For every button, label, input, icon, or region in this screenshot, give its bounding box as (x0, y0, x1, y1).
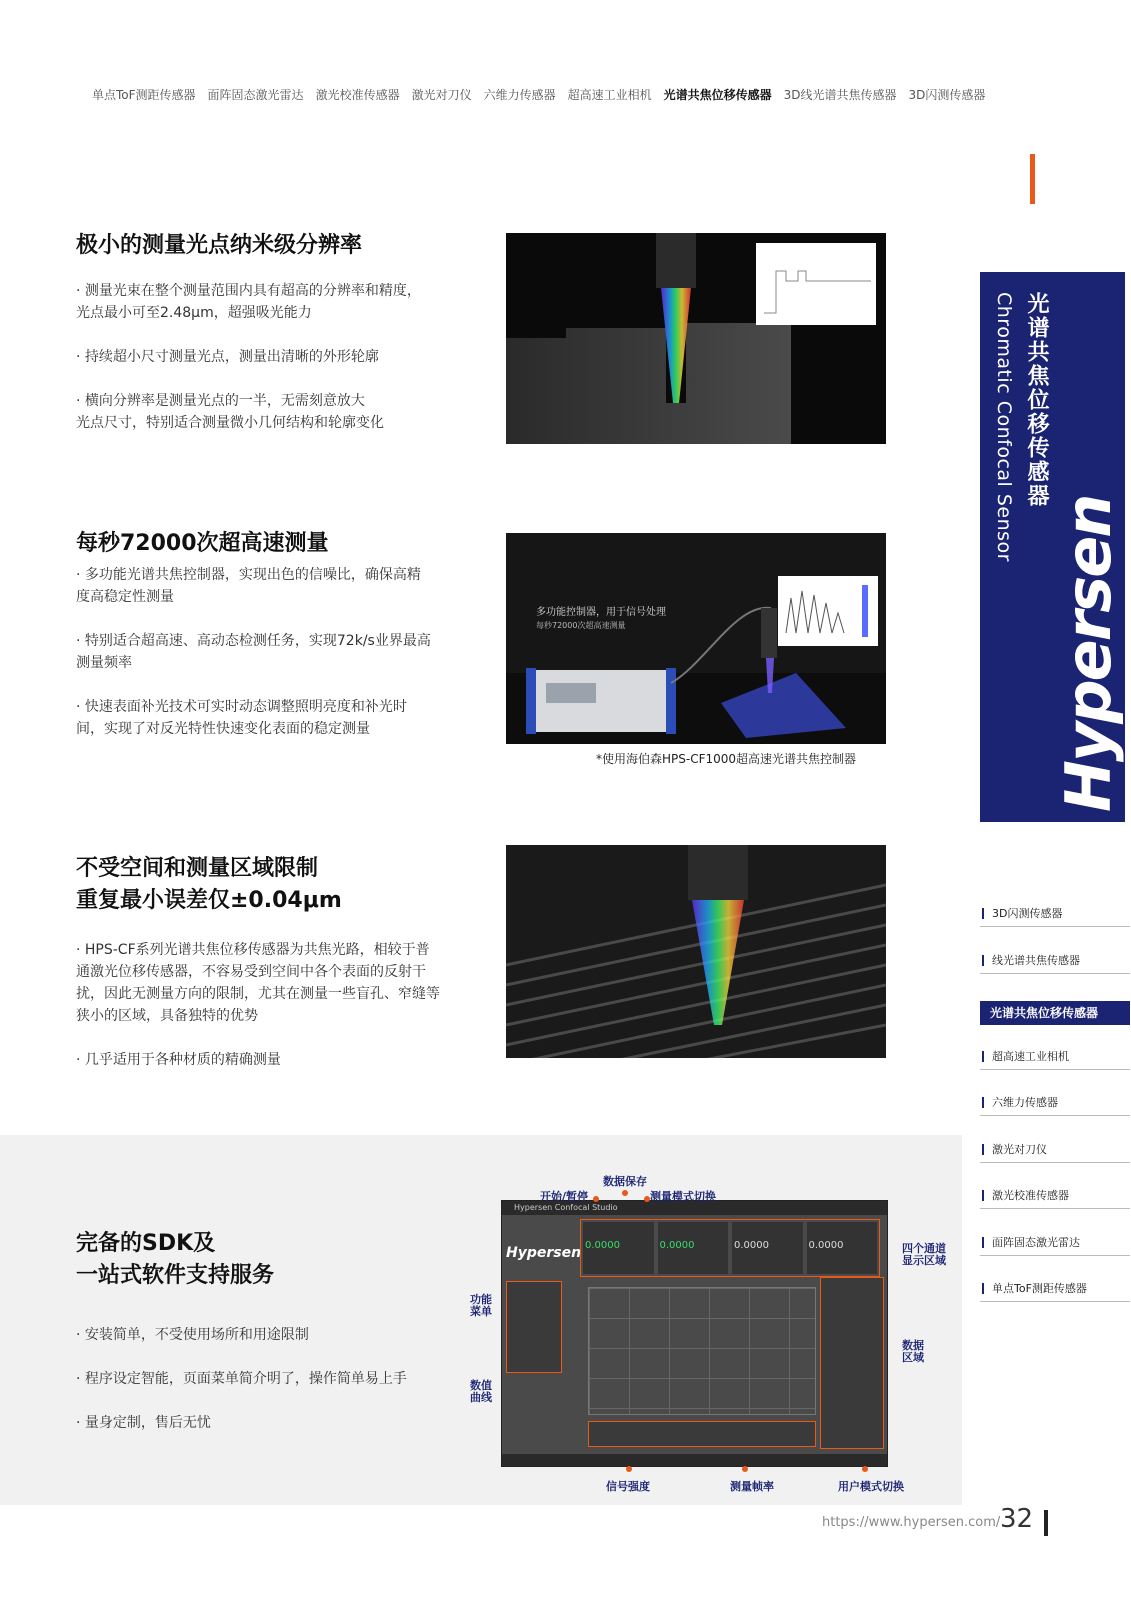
channel-readout: 0.0000 (807, 1222, 878, 1274)
nav-item[interactable]: 面阵固态激光雷达 (207, 88, 304, 102)
signal-strength-area (588, 1421, 816, 1447)
channel-readout: 0.0000 (583, 1222, 654, 1274)
channel-readout: 0.0000 (658, 1222, 729, 1274)
section-title: 极小的测量光点纳米级分辨率 (76, 233, 363, 258)
side-item[interactable]: 线光谱共焦传感器 (980, 952, 1130, 974)
value-curve-area (588, 1287, 816, 1415)
page-bar (1044, 1510, 1048, 1536)
side-item[interactable]: 超高速工业相机 (980, 1048, 1130, 1070)
nav-item[interactable]: 六维力传感器 (483, 88, 556, 102)
software-screenshot (501, 1200, 888, 1467)
label-signal: 信号强度 (606, 1480, 650, 1493)
app-logo: Hypersen (506, 1245, 582, 1261)
section-resolution: 极小的测量光点纳米级分辨率 · 测量光束在整个测量范围内具有超高的分辨率和精度， 光点最小可至2.48μm，超强吸光能力 · 持续超小尺寸测量光点，测量出清晰的外形轮廓 · 横向分辨率是测量光点的一半，无需刻意放大 光点尺寸，特别适合测量微小几何结构和轮廓变化 (76, 230, 476, 434)
nav-item[interactable]: 单点ToF测距传感器 (92, 88, 196, 102)
label-user-mode: 用户模式切换 (838, 1480, 904, 1493)
page-number: 32 (1000, 1504, 1034, 1534)
callout-dot (622, 1190, 628, 1196)
label-data-area: 数据区域 (902, 1339, 924, 1364)
controller-image (506, 533, 886, 744)
side-item[interactable]: 3D闪测传感器 (980, 905, 1130, 927)
section-title: 完备的SDK及 (76, 1231, 216, 1256)
section-title: 不受空间和测量区域限制 (76, 856, 319, 881)
callout-dot (626, 1466, 632, 1472)
probe-profile-image (506, 233, 886, 444)
side-item[interactable]: 激光对刀仪 (980, 1141, 1130, 1163)
image-caption: *使用海伯森HPS-CF1000超高速光谱共焦控制器 (596, 752, 857, 766)
function-menu[interactable] (506, 1281, 562, 1373)
side-banner (980, 272, 1125, 822)
top-nav (92, 86, 997, 103)
side-item[interactable]: 面阵固态激光雷达 (980, 1234, 1130, 1256)
label-curve: 数值曲线 (470, 1379, 492, 1404)
nav-item[interactable]: 激光校准传感器 (315, 88, 400, 102)
data-area (820, 1277, 884, 1449)
section-title: 一站式软件支持服务 (76, 1263, 275, 1288)
label-menu: 功能菜单 (470, 1293, 492, 1318)
channel-readout: 0.0000 (732, 1222, 803, 1274)
label-frame-rate: 测量帧率 (730, 1480, 774, 1493)
channel-area (580, 1219, 880, 1277)
side-item[interactable]: 单点ToF测距传感器 (980, 1280, 1130, 1302)
section-speed: 每秒72000次超高速测量 · 多功能光谱共焦控制器，实现出色的信噪比，确保高精 度高稳定性测量 · 特别适合超高速、高动态检测任务，实现72k/s业界最高 测量频率 · 快速表面补光技术可实时动态调整照明亮度和补光时 间，实现了对反光特性快速变化表面的稳定测量 (76, 528, 476, 740)
section-space: 不受空间和测量区域限制 重复最小误差仅±0.04μm · HPS-CF系列光谱共焦位移传感器为共焦光路，相较于普 通激光位移传感器，不容易受到空间中各个表面的反射干 扰，因此无测量方向的限制，尤其在测量一些盲孔、窄缝等 狭小的区域，具备独特的优势 · 几乎适用于各种材质的精确测量 (76, 853, 476, 1071)
brand-logo: Hypersen (1052, 495, 1125, 812)
footer-url[interactable]: https://www.hypersen.com/ (822, 1515, 1001, 1530)
nav-item-active[interactable]: 光谱共焦位移传感器 (663, 88, 772, 102)
nav-item[interactable]: 3D闪测传感器 (908, 88, 986, 102)
app-titlebar: Hypersen Confocal Studio (502, 1201, 887, 1215)
section-title: 重复最小误差仅±0.04μm (76, 888, 342, 913)
image-text: 每秒72000次超高速测量 (536, 621, 626, 630)
callout-dot (644, 1196, 650, 1202)
nav-item[interactable]: 超高速工业相机 (567, 88, 652, 102)
image-text: 多功能控制器，用于信号处理 (536, 607, 666, 618)
callout-dot (593, 1196, 599, 1202)
label-channels: 四个通道显示区域 (902, 1242, 946, 1267)
side-item[interactable]: 六维力传感器 (980, 1094, 1130, 1116)
side-item[interactable]: 激光校准传感器 (980, 1187, 1130, 1209)
status-bar (502, 1454, 887, 1466)
callout-dot (742, 1466, 748, 1472)
section-sdk: 完备的SDK及 一站式软件支持服务 · 安装简单，不受使用场所和用途限制 · 程序设定智能，页面菜单简介明了，操作简单易上手 · 量身定制，售后无忧 (76, 1228, 476, 1434)
label-data-save: 数据保存 (603, 1175, 647, 1188)
side-item-active[interactable]: 光谱共焦位移传感器 (980, 1001, 1130, 1025)
nav-item[interactable]: 激光对刀仪 (411, 88, 472, 102)
accent-bar (1030, 154, 1035, 204)
probe-surface-image (506, 845, 886, 1058)
section-title: 每秒72000次超高速测量 (76, 531, 329, 556)
label-start-pause: 开始/暂停 (540, 1190, 589, 1203)
nav-item[interactable]: 3D线光谱共焦传感器 (783, 88, 897, 102)
banner-title: 光谱共焦位移传感器 Chromatic Confocal Sensor (993, 292, 1049, 562)
label-mode-switch: 测量模式切换 (650, 1190, 716, 1203)
callout-dot (862, 1466, 868, 1472)
